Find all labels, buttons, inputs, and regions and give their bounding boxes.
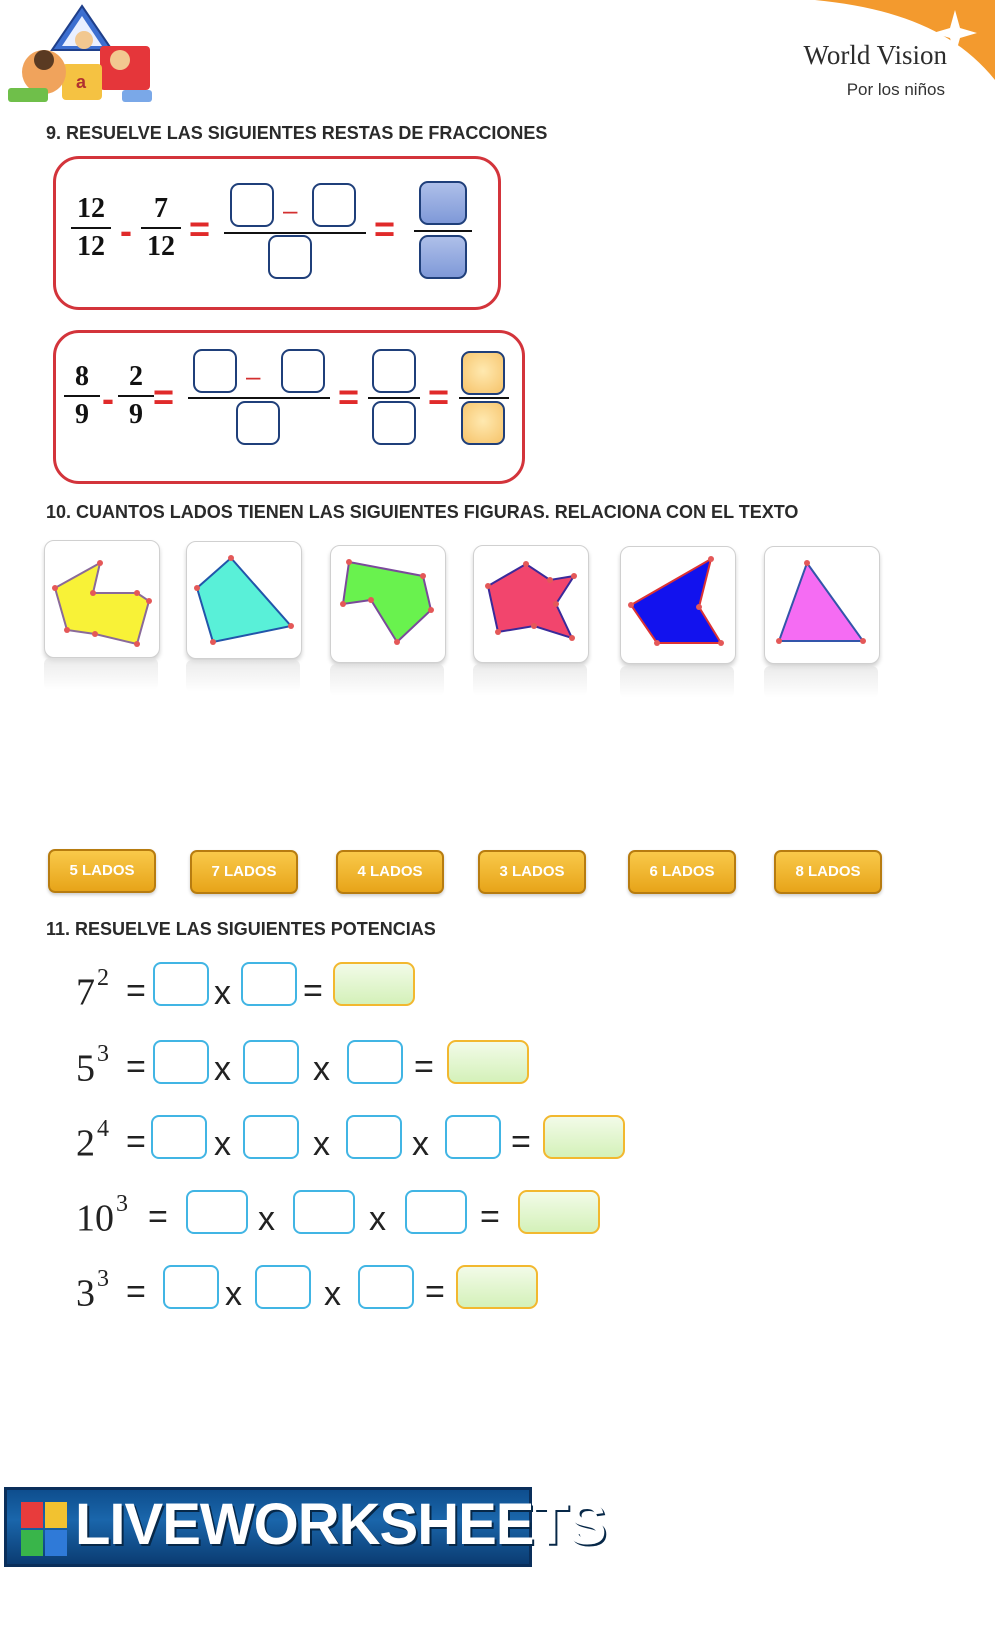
cyan-polygon: [187, 542, 301, 658]
simplify-box-numerator[interactable]: [372, 349, 416, 393]
factor-box[interactable]: [445, 1115, 501, 1159]
fraction-bar: [414, 230, 472, 232]
answer-box-numerator-1[interactable]: [230, 183, 274, 227]
factor-box[interactable]: [241, 962, 297, 1006]
pink-shape: [488, 564, 574, 638]
times-sign: x: [214, 974, 231, 1012]
power-exponent: 2: [97, 965, 109, 991]
label-chip-1[interactable]: 5 LADOS: [48, 849, 156, 893]
label-chip-3[interactable]: 4 LADOS: [336, 850, 444, 894]
result-box[interactable]: [333, 962, 415, 1006]
inner-minus: –: [246, 361, 261, 391]
factor-box[interactable]: [358, 1265, 414, 1309]
result-box-numerator[interactable]: [419, 181, 467, 225]
power-expression: [76, 965, 109, 1014]
numerator: 12: [71, 193, 111, 229]
factor-box[interactable]: [293, 1190, 355, 1234]
power-exponent: 4: [97, 1116, 109, 1142]
power-exponent: 3: [116, 1191, 128, 1217]
equals-sign: =: [126, 1273, 146, 1311]
fraction-bar: [368, 397, 420, 399]
blue-shape: [631, 559, 721, 643]
factor-box[interactable]: [347, 1040, 403, 1084]
tile-reflection: [186, 660, 300, 692]
answer-box-numerator-1[interactable]: [193, 349, 237, 393]
fraction-a: [71, 193, 111, 263]
equals-sign: =: [480, 1198, 500, 1236]
answer-box-numerator-2[interactable]: [312, 183, 356, 227]
factor-box[interactable]: [186, 1190, 248, 1234]
answer-box-denominator[interactable]: [268, 235, 312, 279]
numerator: 7: [141, 193, 181, 229]
power-base: 2: [76, 1122, 95, 1165]
cyan-shape: [197, 558, 291, 642]
times-sign: x: [324, 1275, 341, 1313]
factor-box[interactable]: [243, 1040, 299, 1084]
result-box-numerator[interactable]: [461, 351, 505, 395]
result-box-denominator[interactable]: [461, 401, 505, 445]
times-sign: x: [412, 1125, 429, 1163]
power-expression: [76, 1266, 109, 1315]
factor-box[interactable]: [255, 1265, 311, 1309]
fraction-exercise-1: [53, 156, 501, 310]
power-expression: [76, 1041, 109, 1090]
label-chip-6[interactable]: 8 LADOS: [774, 850, 882, 894]
factor-box[interactable]: [405, 1190, 467, 1234]
times-sign: x: [225, 1275, 242, 1313]
magenta-shape: [779, 563, 863, 641]
tile-reflection: [620, 666, 734, 698]
equals-sign: =: [303, 972, 323, 1010]
org-tagline: Por los niños: [846, 80, 945, 99]
equals-sign: =: [126, 1123, 146, 1161]
power-exponent: 3: [97, 1266, 109, 1292]
world-vision-logo: [755, 0, 995, 120]
equals-sign: =: [153, 376, 175, 417]
kids-block-letter: a: [76, 72, 87, 92]
green-shape: [343, 562, 431, 642]
denominator: 9: [129, 399, 143, 430]
denominator: 12: [147, 231, 175, 262]
equals-sign: =: [189, 208, 211, 249]
times-sign: x: [258, 1200, 275, 1238]
factor-box[interactable]: [151, 1115, 207, 1159]
shape-tile-yellow[interactable]: [44, 540, 160, 658]
times-sign: x: [369, 1200, 386, 1238]
fraction-bar: [188, 397, 330, 399]
brand-name: LIVEWORKSHEETS: [75, 1492, 606, 1557]
times-sign: x: [214, 1125, 231, 1163]
label-chip-2[interactable]: 7 LADOS: [190, 850, 298, 894]
fraction-bar: [224, 232, 366, 234]
factor-box[interactable]: [153, 962, 209, 1006]
pink-polygon: [474, 546, 588, 662]
fraction-a: [64, 361, 100, 431]
fraction-bar: [459, 397, 509, 399]
shape-tile-magenta[interactable]: [764, 546, 880, 664]
magenta-polygon: [765, 547, 879, 663]
power-base: 3: [76, 1272, 95, 1315]
green-polygon: [331, 546, 445, 662]
power-base: 7: [76, 971, 95, 1014]
tile-reflection: [44, 658, 158, 690]
equals-sign: =: [374, 208, 396, 249]
fraction-b: [118, 361, 154, 431]
shape-tile-blue[interactable]: [620, 546, 736, 664]
label-chip-4[interactable]: 3 LADOS: [478, 850, 586, 894]
times-sign: x: [214, 1050, 231, 1088]
power-base: 10: [76, 1197, 114, 1240]
kids-logo: [4, 2, 164, 110]
times-sign: x: [313, 1125, 330, 1163]
equals-sign: =: [126, 972, 146, 1010]
tile-reflection: [764, 666, 878, 698]
result-box[interactable]: [543, 1115, 625, 1159]
q11-title: 11. RESUELVE LAS SIGUIENTES POTENCIAS: [46, 919, 436, 939]
tile-reflection: [330, 664, 444, 696]
power-expression: [76, 1116, 109, 1165]
shape-tile-cyan[interactable]: [186, 541, 302, 659]
power-exponent: 3: [97, 1041, 109, 1067]
result-box-denominator[interactable]: [419, 235, 467, 279]
factor-box[interactable]: [243, 1115, 299, 1159]
factor-box[interactable]: [346, 1115, 402, 1159]
equals-sign: =: [511, 1123, 531, 1161]
denominator: 12: [77, 231, 105, 262]
simplify-box-denominator[interactable]: [372, 401, 416, 445]
factor-box[interactable]: [153, 1040, 209, 1084]
equals-sign: =: [126, 1048, 146, 1086]
result-box[interactable]: [456, 1265, 538, 1309]
minus-sign: -: [120, 210, 132, 251]
equals-sign: =: [425, 1273, 445, 1311]
inner-minus: –: [283, 195, 298, 225]
equals-sign: =: [414, 1048, 434, 1086]
power-expression: [76, 1191, 128, 1240]
numerator: 8: [64, 361, 100, 397]
power-base: 5: [76, 1047, 95, 1090]
fraction-b: [141, 193, 181, 263]
denominator: 9: [75, 399, 89, 430]
result-box[interactable]: [518, 1190, 600, 1234]
liveworksheets-logo[interactable]: [4, 1487, 606, 1567]
equals-sign: =: [428, 376, 450, 417]
equals-sign: =: [148, 1198, 168, 1236]
org-name: World Vision: [803, 40, 947, 70]
shape-tile-pink[interactable]: [473, 545, 589, 663]
equals-sign: =: [338, 376, 360, 417]
yellow-polygon: [45, 541, 159, 657]
factor-box[interactable]: [163, 1265, 219, 1309]
blue-polygon: [621, 547, 735, 663]
q10-title: 10. CUANTOS LADOS TIENEN LAS SIGUIENTES FIGURAS. RELACIONA CON EL TEXTO: [46, 502, 799, 522]
times-sign: x: [313, 1050, 330, 1088]
label-chip-5[interactable]: 6 LADOS: [628, 850, 736, 894]
minus-sign: -: [102, 378, 114, 419]
result-box[interactable]: [447, 1040, 529, 1084]
cube-icon: [21, 1502, 67, 1556]
numerator: 2: [118, 361, 154, 397]
answer-box-denominator[interactable]: [236, 401, 280, 445]
tile-reflection: [473, 664, 587, 696]
fraction-exercise-2: [53, 330, 525, 484]
shape-tile-green[interactable]: [330, 545, 446, 663]
q9-title: 9. RESUELVE LAS SIGUIENTES RESTAS DE FRACCIONES: [46, 123, 548, 143]
answer-box-numerator-2[interactable]: [281, 349, 325, 393]
